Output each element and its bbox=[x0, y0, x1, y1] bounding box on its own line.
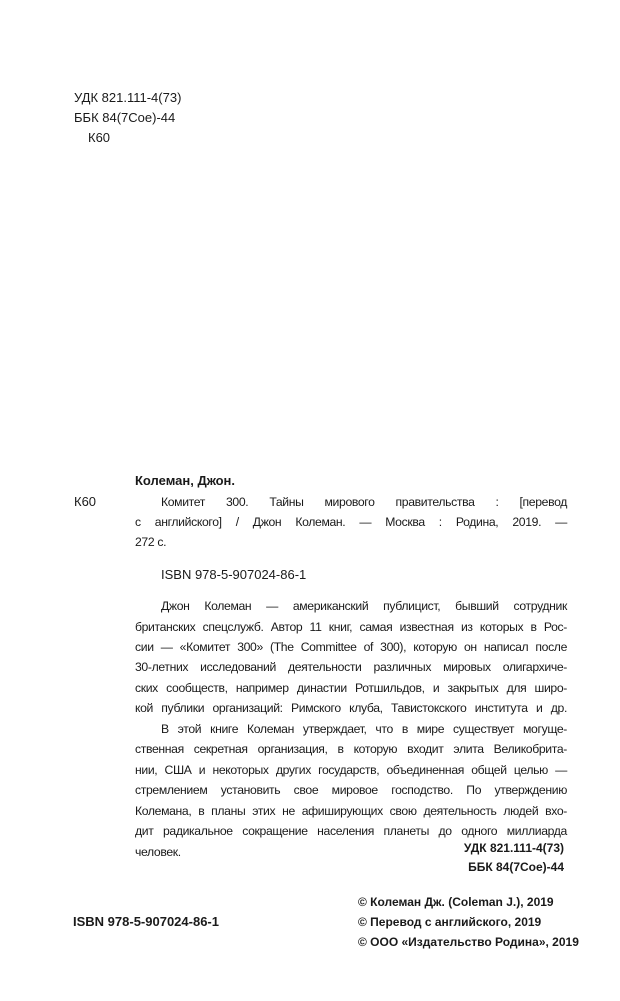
annotation-line: британских спецслужб. Автор 11 книг, самая известная из которых в Рос- bbox=[135, 620, 567, 634]
annotation-line: стремлением установить свое мировое господство. По утверждению bbox=[135, 783, 567, 797]
bbk-code: ББК 84(7Сое)-44 bbox=[74, 110, 176, 125]
annotation-line: 30-летних исследований деятельности различных мировых олигархиче- bbox=[135, 660, 567, 674]
annotation-line: кой публики организаций: Римского клуба, Тавистокского института и др. bbox=[135, 701, 567, 715]
annotation-line: В этой книге Колеман утверждает, что в мире существует могуще- bbox=[161, 722, 567, 736]
copyright-line: © Колеман Дж. (Coleman J.), 2019 bbox=[358, 895, 554, 909]
annotation-line: дит радикальное сокращение населения планеты до одного миллиарда bbox=[135, 824, 567, 838]
annotation-line: сии — «Комитет 300» (The Committee of 300), которую он написал после bbox=[135, 640, 567, 654]
annotation-line: ственная секретная организация, в которую входит элита Великобрита- bbox=[135, 742, 567, 756]
bottom-bbk: ББК 84(7Сое)-44 bbox=[468, 860, 564, 874]
card-isbn: ISBN 978-5-907024-86-1 bbox=[161, 567, 307, 582]
annotation-line: нии, США и некоторых других государств, объединенная общей целью — bbox=[135, 763, 567, 777]
annotation-line: ских сообществ, например династии Ротшильдов, и закрытых для широ- bbox=[135, 681, 567, 695]
author-sign: К60 bbox=[88, 130, 111, 145]
annotation-line: человек. bbox=[135, 845, 181, 859]
title-line: Комитет 300. Тайны мирового правительства : [перевод bbox=[161, 495, 567, 509]
copyright-line: © Перевод с английского, 2019 bbox=[358, 915, 542, 929]
bottom-isbn: ISBN 978-5-907024-86-1 bbox=[73, 914, 219, 929]
card-author-sign: К60 bbox=[74, 494, 97, 509]
udk-code: УДК 821.111-4(73) bbox=[74, 90, 182, 105]
annotation-line: Колемана, в планы этих не афиширующих свою деятельность людей вхо- bbox=[135, 804, 567, 818]
annotation-line: Джон Колеман — американский публицист, бывший сотрудник bbox=[161, 599, 567, 613]
title-line: с английского] / Джон Колеман. — Москва : Родина, 2019. — bbox=[135, 515, 567, 529]
bottom-udk: УДК 821.111-4(73) bbox=[463, 841, 564, 855]
card-author: Колеман, Джон. bbox=[135, 473, 236, 488]
copyright-line: © ООО «Издательство Родина», 2019 bbox=[358, 935, 579, 949]
title-line: 272 с. bbox=[135, 535, 167, 549]
